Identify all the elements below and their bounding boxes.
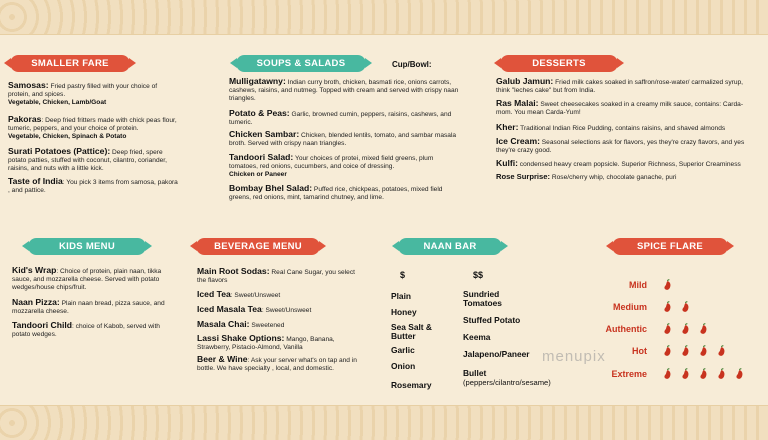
beverage-item-iced-tea <box>197 290 357 300</box>
chili-pepper-icon <box>681 323 690 335</box>
item-name: Kulfi: <box>496 158 518 168</box>
spice-level-label: Extreme <box>611 369 647 379</box>
naan-rosemary: Rosemary <box>391 380 432 390</box>
item-desc: Mango, Banana, Strawberry, Pistacio-Almond, Vanilla <box>197 336 335 352</box>
item-desc: : Sweet/Unsweet <box>261 307 312 314</box>
item-desc: Plain naan bread, pizza sauce, and mozzarella cheese. <box>12 300 165 316</box>
menu-item-pakoras <box>8 115 178 142</box>
item-options: Vegetable, Chicken, Lamb/Goat <box>8 99 107 107</box>
naan-bullet-note <box>463 378 583 387</box>
item-name: Beer & Wine <box>197 354 248 364</box>
chili-pepper-icon <box>735 368 744 380</box>
chili-pepper-icon <box>663 323 672 335</box>
menu-item-naan-pizza <box>12 298 178 316</box>
item-options: Vegetable, Chicken, Spinach & Potato <box>8 133 127 141</box>
chili-pepper-icon <box>699 323 708 335</box>
beverage-item-iced-masala-tea <box>197 305 357 315</box>
item-desc: Your choices of protei, mixed field greens, plum tomatoes, red onions, cucumbers, and coice of dressing. <box>229 155 434 171</box>
menu-item-tandoori-child <box>12 321 178 339</box>
item-name: Surati Potatoes (Pattice): <box>8 146 111 156</box>
chili-pepper-icon <box>681 345 690 357</box>
item-desc: Traditional Indian Rice Pudding, contains raisins, and shaved almonds <box>518 125 726 132</box>
item-desc: Rose/cherry whip, chocolate ganache, puri <box>550 174 677 181</box>
item-name: Iced Masala Tea <box>197 304 262 314</box>
beverage-item-beer-wine <box>197 355 357 373</box>
menu-item-rose-surprise <box>496 173 746 182</box>
item-desc: Sweetened <box>249 322 285 329</box>
menu-item-tandoori-salad <box>229 153 461 180</box>
item-desc: : You pick 3 items from samosa, pakora , and pattice. <box>8 179 178 195</box>
spice-level-label: Hot <box>632 346 647 356</box>
beverage-item-root-sodas <box>197 267 357 285</box>
item-desc: Sweet cheesecakes soaked in a creamy milk sauce, contains: Carda-mom. You mean Carda-Yum! <box>496 101 744 117</box>
bullet-toppings: (peppers/cilantro/sesame) <box>463 378 551 387</box>
item-name: Main Root Sodas: <box>197 266 270 276</box>
decorative-border-bottom <box>0 405 768 440</box>
chili-pepper-icon <box>663 345 672 357</box>
item-desc: : choice of Kabob, served with potato wedges. <box>12 323 160 339</box>
menu-item-ice-cream <box>496 137 746 155</box>
item-name: Galub Jamun: <box>496 76 554 86</box>
item-name: Kid's Wrap <box>12 265 57 275</box>
item-name: Samosas: <box>8 80 49 90</box>
item-name: Iced Tea <box>197 289 231 299</box>
item-name: Mulligatawny: <box>229 76 286 86</box>
chili-pepper-icon <box>681 368 690 380</box>
naan-price-single: $ <box>400 270 406 280</box>
item-name: Tandoori Salad: <box>229 152 294 162</box>
item-desc: Chicken, blended lentils, tomato, and sambar masala broth. Served with crispy naan triangles. <box>229 132 457 148</box>
menu-item-bombay-bhel-salad <box>229 184 461 202</box>
menu-item-potato-peas <box>229 109 461 127</box>
item-desc: Indian curry broth, chicken, basmati rice, onions carrots, cashews, raisins, and nutmeg. Topped with cream and served with crispy naan triangles. <box>229 79 459 103</box>
item-desc: Real Cane Sugar, you select the flavors <box>197 269 355 285</box>
item-desc: : Deep fried fritters made with chick peas flour, tumeric, peppers, and your choice of protein. <box>8 117 177 133</box>
chili-pepper-icon <box>717 368 726 380</box>
item-name: Ras Malai: <box>496 98 539 108</box>
item-desc: : Sweet/Unsweet <box>230 292 281 299</box>
chili-pepper-icon <box>699 368 708 380</box>
chili-pepper-icon <box>717 345 726 357</box>
naan-bar-header: NAAN BAR <box>398 238 502 255</box>
chili-pepper-icon <box>663 279 672 291</box>
item-name: Chicken Sambar: <box>229 129 300 139</box>
item-name: Rose Surprise: <box>496 172 551 181</box>
item-desc: Puffed rice, chickpeas, potatoes, mixed field greens, red onions, mint, tamarind chutney, and lime. <box>229 186 443 202</box>
cup-bowl-note: Cup/Bowl: <box>392 60 432 69</box>
spice-level-label: Mild <box>629 280 647 290</box>
item-name: Taste of India <box>8 176 63 186</box>
naan-keema: Keema <box>463 332 491 342</box>
chili-pepper-icon <box>663 301 672 313</box>
naan-garlic: Garlic <box>391 345 415 355</box>
menu-item-galub-jamun <box>496 77 746 95</box>
naan-price-double: $$ <box>473 270 484 280</box>
item-desc: Fried milk cakes soaked in saffron/rose-water/ carmalized syrup, think "leches cake" but from India. <box>496 79 744 95</box>
menu-item-mulligatawny <box>229 77 461 104</box>
naan-onion: Onion <box>391 361 416 371</box>
naan-sea-salt-butter: Sea Salt & Butter <box>391 322 432 341</box>
watermark-logo: menupix <box>542 348 606 365</box>
item-desc: Seasonal selections ask for flavors, yes they're crazy flavors, and yes they're crazy good. <box>496 139 745 155</box>
beverage-item-lassi-shake <box>197 334 357 352</box>
item-desc: Fried pastry filled with your choice of protein, and spices. <box>8 83 158 99</box>
decorative-border-top <box>0 0 768 35</box>
item-desc: Deep fried, spere potato patties, stuffed with coconut, cilantro, coriander, raisins, and nuts with a little kick. <box>8 149 167 173</box>
menu-item-samosas <box>8 81 178 108</box>
item-desc: condensed heavy cream popsicle. Superior Richness, Superior Creaminess <box>517 161 741 168</box>
item-name: Ice Cream: <box>496 136 540 146</box>
beverage-menu-header: BEVERAGE MENU <box>196 238 320 255</box>
menu-item-kids-wrap <box>12 266 178 293</box>
naan-plain: Plain <box>391 291 412 301</box>
chili-pepper-icon <box>663 368 672 380</box>
spice-flare-header: SPICE FLARE <box>612 238 728 255</box>
soups-salads-header: SOUPS & SALADS <box>236 55 366 72</box>
item-name: Pakoras <box>8 114 42 124</box>
menu-item-ras-malai <box>496 99 746 117</box>
item-name: Masala Chai: <box>197 319 250 329</box>
naan-bullet: Bullet <box>463 368 487 378</box>
kids-menu-header: KIDS MENU <box>28 238 146 255</box>
menu-item-surati-potatoes <box>8 147 178 174</box>
item-options: Chicken or Paneer <box>229 171 287 179</box>
item-name: Naan Pizza: <box>12 297 60 307</box>
item-desc: Garlic, browned cumin, peppers, raisins, cashews, and tumeric. <box>229 111 452 127</box>
item-desc: : Ask your server what's on tap and in bottle. We have specialty , local, and domestic. <box>197 357 357 373</box>
item-name: Lassi Shake Options: <box>197 333 285 343</box>
beverage-item-masala-chai <box>197 320 357 330</box>
item-name: Bombay Bhel Salad: <box>229 183 313 193</box>
item-desc: : Choice of protein, plain naan, tikka sauce, and mozzarella cheese. Served with potato wedges/house chips/fruit. <box>12 268 162 292</box>
item-name: Kher: <box>496 122 519 132</box>
menu-item-taste-of-india <box>8 177 178 195</box>
menu-item-kulfi <box>496 159 746 169</box>
spice-level-label: Authentic <box>605 324 647 334</box>
chili-pepper-icon <box>681 301 690 313</box>
item-name: Tandoori Child <box>12 320 72 330</box>
naan-honey: Honey <box>391 307 417 317</box>
chili-pepper-icon <box>699 345 708 357</box>
menu-item-kher <box>496 123 746 133</box>
smaller-fare-header: SMALLER FARE <box>10 55 130 72</box>
menu-item-chicken-sambar <box>229 130 461 148</box>
naan-stuffed-potato: Stuffed Potato <box>463 315 521 325</box>
desserts-header: DESSERTS <box>500 55 618 72</box>
item-name: Potato & Peas: <box>229 108 290 118</box>
naan-sundried-tomatoes: Sundried Tomatoes <box>463 289 502 308</box>
spice-level-label: Medium <box>612 302 647 312</box>
naan-jalapeno-paneer: Jalapeno/Paneer <box>463 349 530 359</box>
